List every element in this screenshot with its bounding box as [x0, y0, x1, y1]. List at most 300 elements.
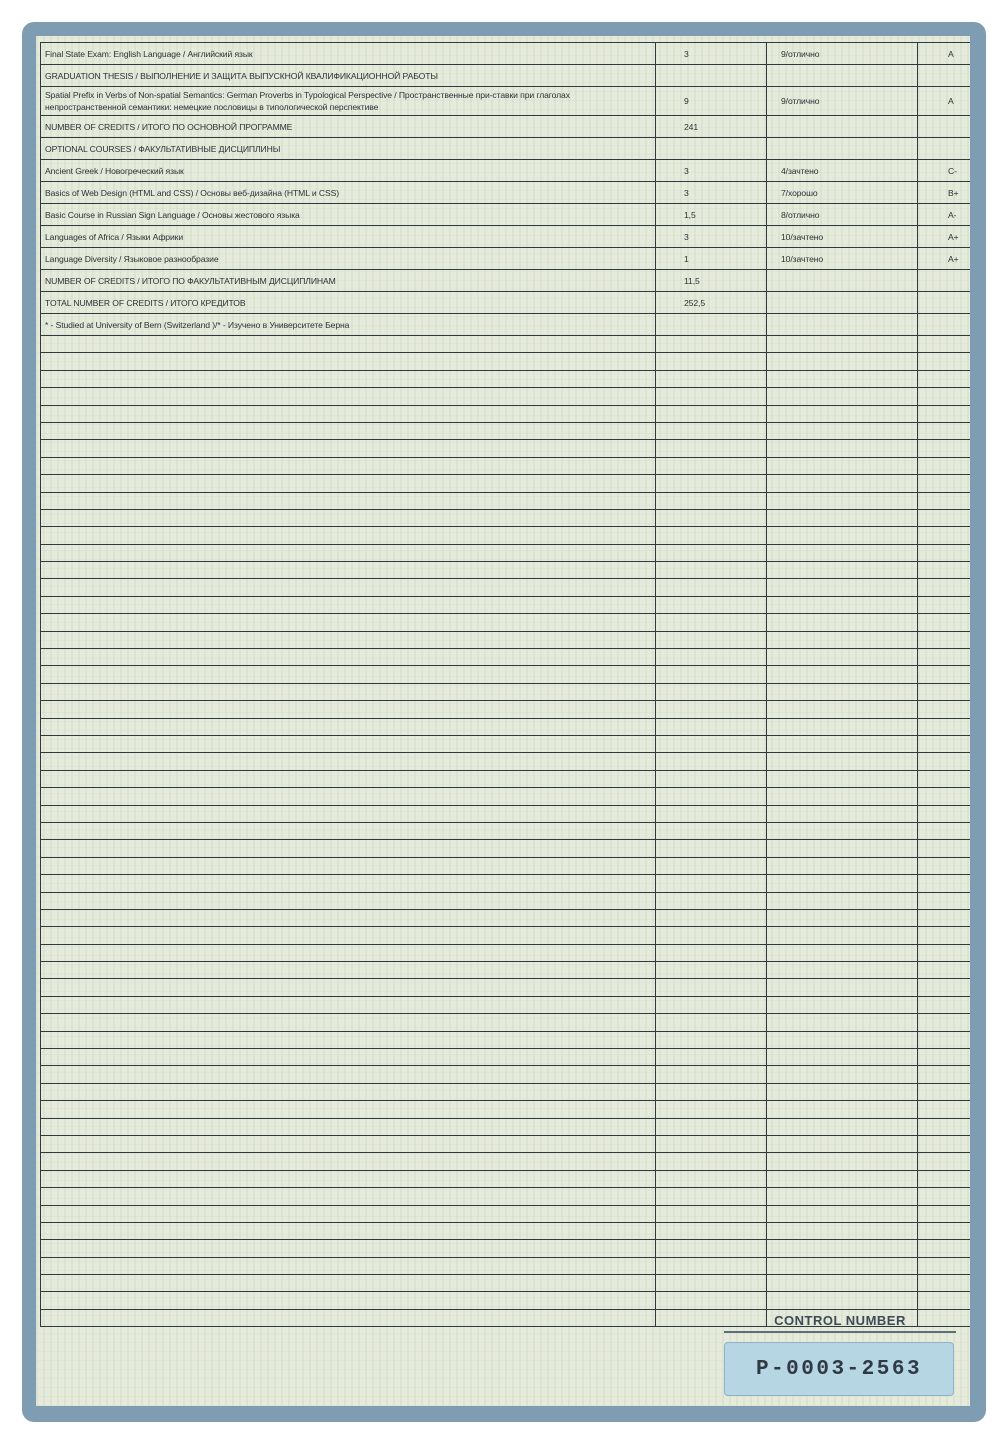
empty-cell	[767, 770, 918, 787]
table-row	[41, 138, 971, 160]
empty-cell	[767, 1049, 918, 1066]
empty-cell	[41, 579, 656, 596]
empty-table-row	[41, 1240, 971, 1257]
empty-cell	[918, 753, 971, 770]
empty-table-row	[41, 666, 971, 683]
empty-cell	[918, 788, 971, 805]
empty-cell	[41, 614, 656, 631]
table-row	[41, 270, 971, 292]
table-row	[41, 292, 971, 314]
empty-cell	[656, 735, 767, 752]
empty-cell	[767, 1257, 918, 1274]
empty-cell	[918, 336, 971, 353]
empty-cell	[767, 1188, 918, 1205]
subject-cell: Ancient Greek / Новогреческий язык	[41, 160, 656, 182]
empty-cell	[41, 805, 656, 822]
empty-cell	[918, 1205, 971, 1222]
empty-table-row	[41, 1170, 971, 1187]
empty-table-row	[41, 875, 971, 892]
empty-cell	[41, 492, 656, 509]
empty-table-row	[41, 909, 971, 926]
empty-cell	[918, 631, 971, 648]
empty-cell	[656, 857, 767, 874]
empty-table-row	[41, 753, 971, 770]
empty-cell	[656, 1031, 767, 1048]
empty-cell	[918, 683, 971, 700]
empty-cell	[41, 509, 656, 526]
table-row	[41, 226, 971, 248]
empty-cell	[41, 1118, 656, 1135]
empty-cell	[767, 422, 918, 439]
empty-table-row	[41, 457, 971, 474]
empty-cell	[656, 753, 767, 770]
empty-cell	[767, 701, 918, 718]
empty-table-row	[41, 353, 971, 370]
empty-cell	[656, 666, 767, 683]
empty-cell	[41, 527, 656, 544]
empty-cell	[918, 475, 971, 492]
empty-table-row	[41, 892, 971, 909]
letter-grade-cell: A+	[918, 248, 971, 270]
empty-cell	[918, 1153, 971, 1170]
subject-cell: GRADUATION THESIS / ВЫПОЛНЕНИЕ И ЗАЩИТА ВЫПУСКНОЙ КВАЛИФИКАЦИОННОЙ РАБОТЫ	[41, 65, 656, 87]
empty-cell	[656, 718, 767, 735]
empty-cell	[656, 1257, 767, 1274]
empty-cell	[767, 1240, 918, 1257]
letter-grade-cell	[918, 292, 971, 314]
empty-cell	[656, 353, 767, 370]
empty-table-row	[41, 544, 971, 561]
empty-cell	[41, 649, 656, 666]
empty-cell	[767, 388, 918, 405]
empty-cell	[656, 875, 767, 892]
empty-cell	[656, 1135, 767, 1152]
empty-cell	[41, 666, 656, 683]
grade-cell	[767, 292, 918, 314]
empty-cell	[41, 1222, 656, 1239]
empty-cell	[656, 944, 767, 961]
empty-cell	[41, 596, 656, 613]
table-row	[41, 43, 971, 65]
empty-cell	[767, 1014, 918, 1031]
empty-table-row	[41, 1257, 971, 1274]
letter-grade-cell	[918, 65, 971, 87]
empty-cell	[656, 388, 767, 405]
empty-cell	[656, 788, 767, 805]
empty-cell	[41, 875, 656, 892]
letter-grade-cell	[918, 138, 971, 160]
subject-cell: NUMBER OF CREDITS / ИТОГО ПО ФАКУЛЬТАТИВНЫМ ДИСЦИПЛИНАМ	[41, 270, 656, 292]
empty-cell	[767, 527, 918, 544]
empty-cell	[918, 979, 971, 996]
empty-cell	[656, 805, 767, 822]
empty-table-row	[41, 1188, 971, 1205]
grade-cell: 4/зачтено	[767, 160, 918, 182]
empty-table-row	[41, 388, 971, 405]
empty-table-row	[41, 1118, 971, 1135]
empty-table-row	[41, 701, 971, 718]
empty-table-row	[41, 527, 971, 544]
empty-cell	[656, 909, 767, 926]
grade-cell: 9/отлично	[767, 87, 918, 116]
empty-cell	[918, 544, 971, 561]
empty-table-row	[41, 840, 971, 857]
table-row	[41, 160, 971, 182]
empty-cell	[918, 1083, 971, 1100]
empty-table-row	[41, 822, 971, 839]
empty-cell	[918, 1222, 971, 1239]
empty-cell	[41, 405, 656, 422]
empty-cell	[767, 1031, 918, 1048]
empty-cell	[41, 562, 656, 579]
empty-cell	[41, 701, 656, 718]
empty-cell	[767, 944, 918, 961]
empty-cell	[41, 440, 656, 457]
empty-cell	[656, 422, 767, 439]
empty-cell	[918, 614, 971, 631]
empty-cell	[656, 979, 767, 996]
subject-cell: Basics of Web Design (HTML and CSS) / Основы веб-дизайна (HTML и CSS)	[41, 182, 656, 204]
empty-cell	[918, 649, 971, 666]
empty-cell	[656, 614, 767, 631]
empty-cell	[918, 735, 971, 752]
empty-cell	[656, 509, 767, 526]
empty-cell	[767, 875, 918, 892]
empty-cell	[41, 388, 656, 405]
empty-cell	[656, 927, 767, 944]
subject-cell: Final State Exam: English Language / Английский язык	[41, 43, 656, 65]
empty-cell	[41, 1309, 656, 1326]
empty-cell	[918, 805, 971, 822]
empty-cell	[918, 579, 971, 596]
empty-cell	[41, 996, 656, 1013]
empty-table-row	[41, 927, 971, 944]
empty-table-row	[41, 962, 971, 979]
empty-cell	[656, 457, 767, 474]
empty-cell	[767, 857, 918, 874]
table-row	[41, 65, 971, 87]
empty-cell	[767, 457, 918, 474]
empty-cell	[918, 1135, 971, 1152]
grade-cell: 9/отлично	[767, 43, 918, 65]
empty-cell	[767, 666, 918, 683]
table-row	[41, 182, 971, 204]
empty-cell	[767, 735, 918, 752]
empty-cell	[767, 1170, 918, 1187]
empty-table-row	[41, 562, 971, 579]
empty-cell	[767, 440, 918, 457]
empty-cell	[767, 1275, 918, 1292]
empty-table-row	[41, 492, 971, 509]
credits-cell: 11,5	[656, 270, 767, 292]
empty-cell	[767, 544, 918, 561]
empty-cell	[918, 370, 971, 387]
empty-cell	[767, 631, 918, 648]
subject-cell: NUMBER OF CREDITS / ИТОГО ПО ОСНОВНОЙ ПРОГРАММЕ	[41, 116, 656, 138]
grade-cell	[767, 314, 918, 336]
empty-cell	[41, 353, 656, 370]
empty-cell	[918, 718, 971, 735]
empty-cell	[767, 492, 918, 509]
empty-cell	[767, 336, 918, 353]
empty-cell	[767, 683, 918, 700]
empty-cell	[41, 336, 656, 353]
table-row	[41, 314, 971, 336]
empty-table-row	[41, 788, 971, 805]
empty-table-row	[41, 1049, 971, 1066]
grade-cell: 10/зачтено	[767, 226, 918, 248]
empty-table-row	[41, 509, 971, 526]
empty-cell	[767, 718, 918, 735]
empty-cell	[918, 666, 971, 683]
empty-cell	[656, 492, 767, 509]
credits-cell	[656, 314, 767, 336]
empty-cell	[656, 649, 767, 666]
empty-cell	[41, 683, 656, 700]
empty-cell	[41, 1240, 656, 1257]
letter-grade-cell: A	[918, 43, 971, 65]
table-row	[41, 87, 971, 116]
empty-cell	[41, 475, 656, 492]
empty-cell	[767, 788, 918, 805]
empty-cell	[767, 805, 918, 822]
empty-cell	[656, 596, 767, 613]
empty-cell	[918, 1118, 971, 1135]
grade-cell: 10/зачтено	[767, 248, 918, 270]
empty-cell	[767, 1066, 918, 1083]
empty-table-row	[41, 718, 971, 735]
empty-cell	[918, 701, 971, 718]
empty-table-row	[41, 979, 971, 996]
empty-cell	[918, 509, 971, 526]
empty-table-row	[41, 805, 971, 822]
empty-cell	[41, 1257, 656, 1274]
empty-table-row	[41, 1275, 971, 1292]
empty-cell	[918, 1240, 971, 1257]
control-number-value: P-0003-2563	[755, 1357, 923, 1381]
empty-cell	[41, 753, 656, 770]
empty-cell	[918, 944, 971, 961]
empty-cell	[767, 596, 918, 613]
letter-grade-cell	[918, 314, 971, 336]
empty-cell	[767, 927, 918, 944]
empty-table-row	[41, 579, 971, 596]
empty-table-row	[41, 1222, 971, 1239]
empty-cell	[767, 909, 918, 926]
subject-cell: Basic Course in Russian Sign Language / Основы жестового языка	[41, 204, 656, 226]
empty-cell	[656, 962, 767, 979]
empty-cell	[41, 979, 656, 996]
empty-table-row	[41, 857, 971, 874]
empty-cell	[656, 1292, 767, 1309]
empty-cell	[767, 1101, 918, 1118]
empty-cell	[41, 927, 656, 944]
transcript-sheet	[22, 22, 986, 1422]
empty-cell	[656, 370, 767, 387]
empty-cell	[767, 822, 918, 839]
empty-table-row	[41, 596, 971, 613]
empty-cell	[918, 1188, 971, 1205]
empty-cell	[918, 440, 971, 457]
empty-cell	[656, 562, 767, 579]
empty-cell	[656, 1014, 767, 1031]
empty-cell	[918, 1049, 971, 1066]
empty-cell	[767, 1135, 918, 1152]
empty-cell	[767, 962, 918, 979]
empty-table-row	[41, 336, 971, 353]
empty-cell	[41, 631, 656, 648]
empty-cell	[656, 405, 767, 422]
empty-cell	[656, 544, 767, 561]
credits-cell: 252,5	[656, 292, 767, 314]
empty-table-row	[41, 996, 971, 1013]
empty-cell	[41, 770, 656, 787]
empty-cell	[656, 631, 767, 648]
credits-cell	[656, 65, 767, 87]
credits-cell: 9	[656, 87, 767, 116]
grade-cell	[767, 270, 918, 292]
empty-cell	[656, 1170, 767, 1187]
empty-cell	[918, 909, 971, 926]
empty-cell	[656, 1188, 767, 1205]
grade-cell	[767, 138, 918, 160]
empty-cell	[656, 683, 767, 700]
empty-cell	[918, 596, 971, 613]
empty-cell	[656, 996, 767, 1013]
empty-cell	[767, 405, 918, 422]
empty-table-row	[41, 370, 971, 387]
credits-cell	[656, 138, 767, 160]
grade-cell	[767, 65, 918, 87]
letter-grade-cell	[918, 270, 971, 292]
empty-cell	[918, 405, 971, 422]
empty-cell	[656, 1275, 767, 1292]
empty-cell	[656, 336, 767, 353]
empty-cell	[918, 457, 971, 474]
empty-cell	[41, 544, 656, 561]
empty-cell	[918, 1031, 971, 1048]
empty-cell	[767, 1205, 918, 1222]
empty-cell	[767, 1118, 918, 1135]
empty-cell	[41, 962, 656, 979]
empty-cell	[656, 892, 767, 909]
empty-table-row	[41, 1135, 971, 1152]
empty-table-row	[41, 735, 971, 752]
footnote-cell: * - Studied at University of Bern (Switzerland )/* - Изучено в Университете Берна	[41, 314, 656, 336]
subject-cell: Languages of Africa / Языки Африки	[41, 226, 656, 248]
empty-table-row	[41, 614, 971, 631]
empty-table-row	[41, 440, 971, 457]
empty-cell	[656, 840, 767, 857]
empty-cell	[41, 1031, 656, 1048]
empty-cell	[656, 1066, 767, 1083]
subject-cell: OPTIONAL COURSES / ФАКУЛЬТАТИВНЫЕ ДИСЦИПЛИНЫ	[41, 138, 656, 160]
empty-cell	[41, 1101, 656, 1118]
empty-cell	[41, 1135, 656, 1152]
empty-cell	[41, 422, 656, 439]
empty-cell	[918, 492, 971, 509]
empty-cell	[41, 788, 656, 805]
credits-cell: 1,5	[656, 204, 767, 226]
empty-cell	[918, 1275, 971, 1292]
empty-table-row	[41, 683, 971, 700]
empty-cell	[656, 579, 767, 596]
credits-cell: 241	[656, 116, 767, 138]
empty-cell	[656, 1083, 767, 1100]
empty-cell	[656, 1049, 767, 1066]
empty-cell	[41, 457, 656, 474]
empty-cell	[767, 996, 918, 1013]
table-row	[41, 116, 971, 138]
empty-cell	[918, 1257, 971, 1274]
empty-cell	[41, 857, 656, 874]
empty-table-row	[41, 649, 971, 666]
empty-cell	[767, 614, 918, 631]
empty-table-row	[41, 1031, 971, 1048]
grade-cell: 8/отлично	[767, 204, 918, 226]
empty-cell	[918, 1170, 971, 1187]
empty-cell	[41, 1066, 656, 1083]
empty-cell	[767, 475, 918, 492]
grade-cell: 7/хорошо	[767, 182, 918, 204]
empty-cell	[41, 840, 656, 857]
empty-table-row	[41, 631, 971, 648]
letter-grade-cell: A-	[918, 204, 971, 226]
empty-table-row	[41, 475, 971, 492]
empty-cell	[918, 1066, 971, 1083]
empty-cell	[767, 753, 918, 770]
empty-cell	[918, 353, 971, 370]
credits-cell: 3	[656, 226, 767, 248]
empty-cell	[767, 649, 918, 666]
empty-table-row	[41, 1153, 971, 1170]
empty-cell	[918, 875, 971, 892]
table-row	[41, 248, 971, 270]
empty-table-row	[41, 1205, 971, 1222]
empty-cell	[41, 735, 656, 752]
empty-cell	[41, 1188, 656, 1205]
empty-cell	[656, 1205, 767, 1222]
empty-cell	[918, 840, 971, 857]
empty-cell	[767, 353, 918, 370]
empty-cell	[918, 962, 971, 979]
subject-cell: TOTAL NUMBER OF CREDITS / ИТОГО КРЕДИТОВ	[41, 292, 656, 314]
empty-cell	[767, 892, 918, 909]
empty-cell	[767, 1153, 918, 1170]
empty-cell	[41, 1083, 656, 1100]
empty-table-row	[41, 1292, 971, 1309]
table-row	[41, 204, 971, 226]
empty-cell	[918, 1014, 971, 1031]
empty-cell	[918, 562, 971, 579]
grades-table	[40, 42, 970, 1327]
empty-table-row	[41, 1101, 971, 1118]
empty-table-row	[41, 422, 971, 439]
letter-grade-cell: A	[918, 87, 971, 116]
empty-cell	[41, 718, 656, 735]
grade-cell	[767, 116, 918, 138]
empty-cell	[656, 1222, 767, 1239]
letter-grade-cell: A+	[918, 226, 971, 248]
empty-cell	[767, 562, 918, 579]
empty-table-row	[41, 405, 971, 422]
empty-cell	[918, 857, 971, 874]
empty-cell	[767, 509, 918, 526]
empty-cell	[767, 840, 918, 857]
empty-cell	[656, 440, 767, 457]
empty-cell	[41, 822, 656, 839]
control-number-box	[724, 1342, 954, 1396]
